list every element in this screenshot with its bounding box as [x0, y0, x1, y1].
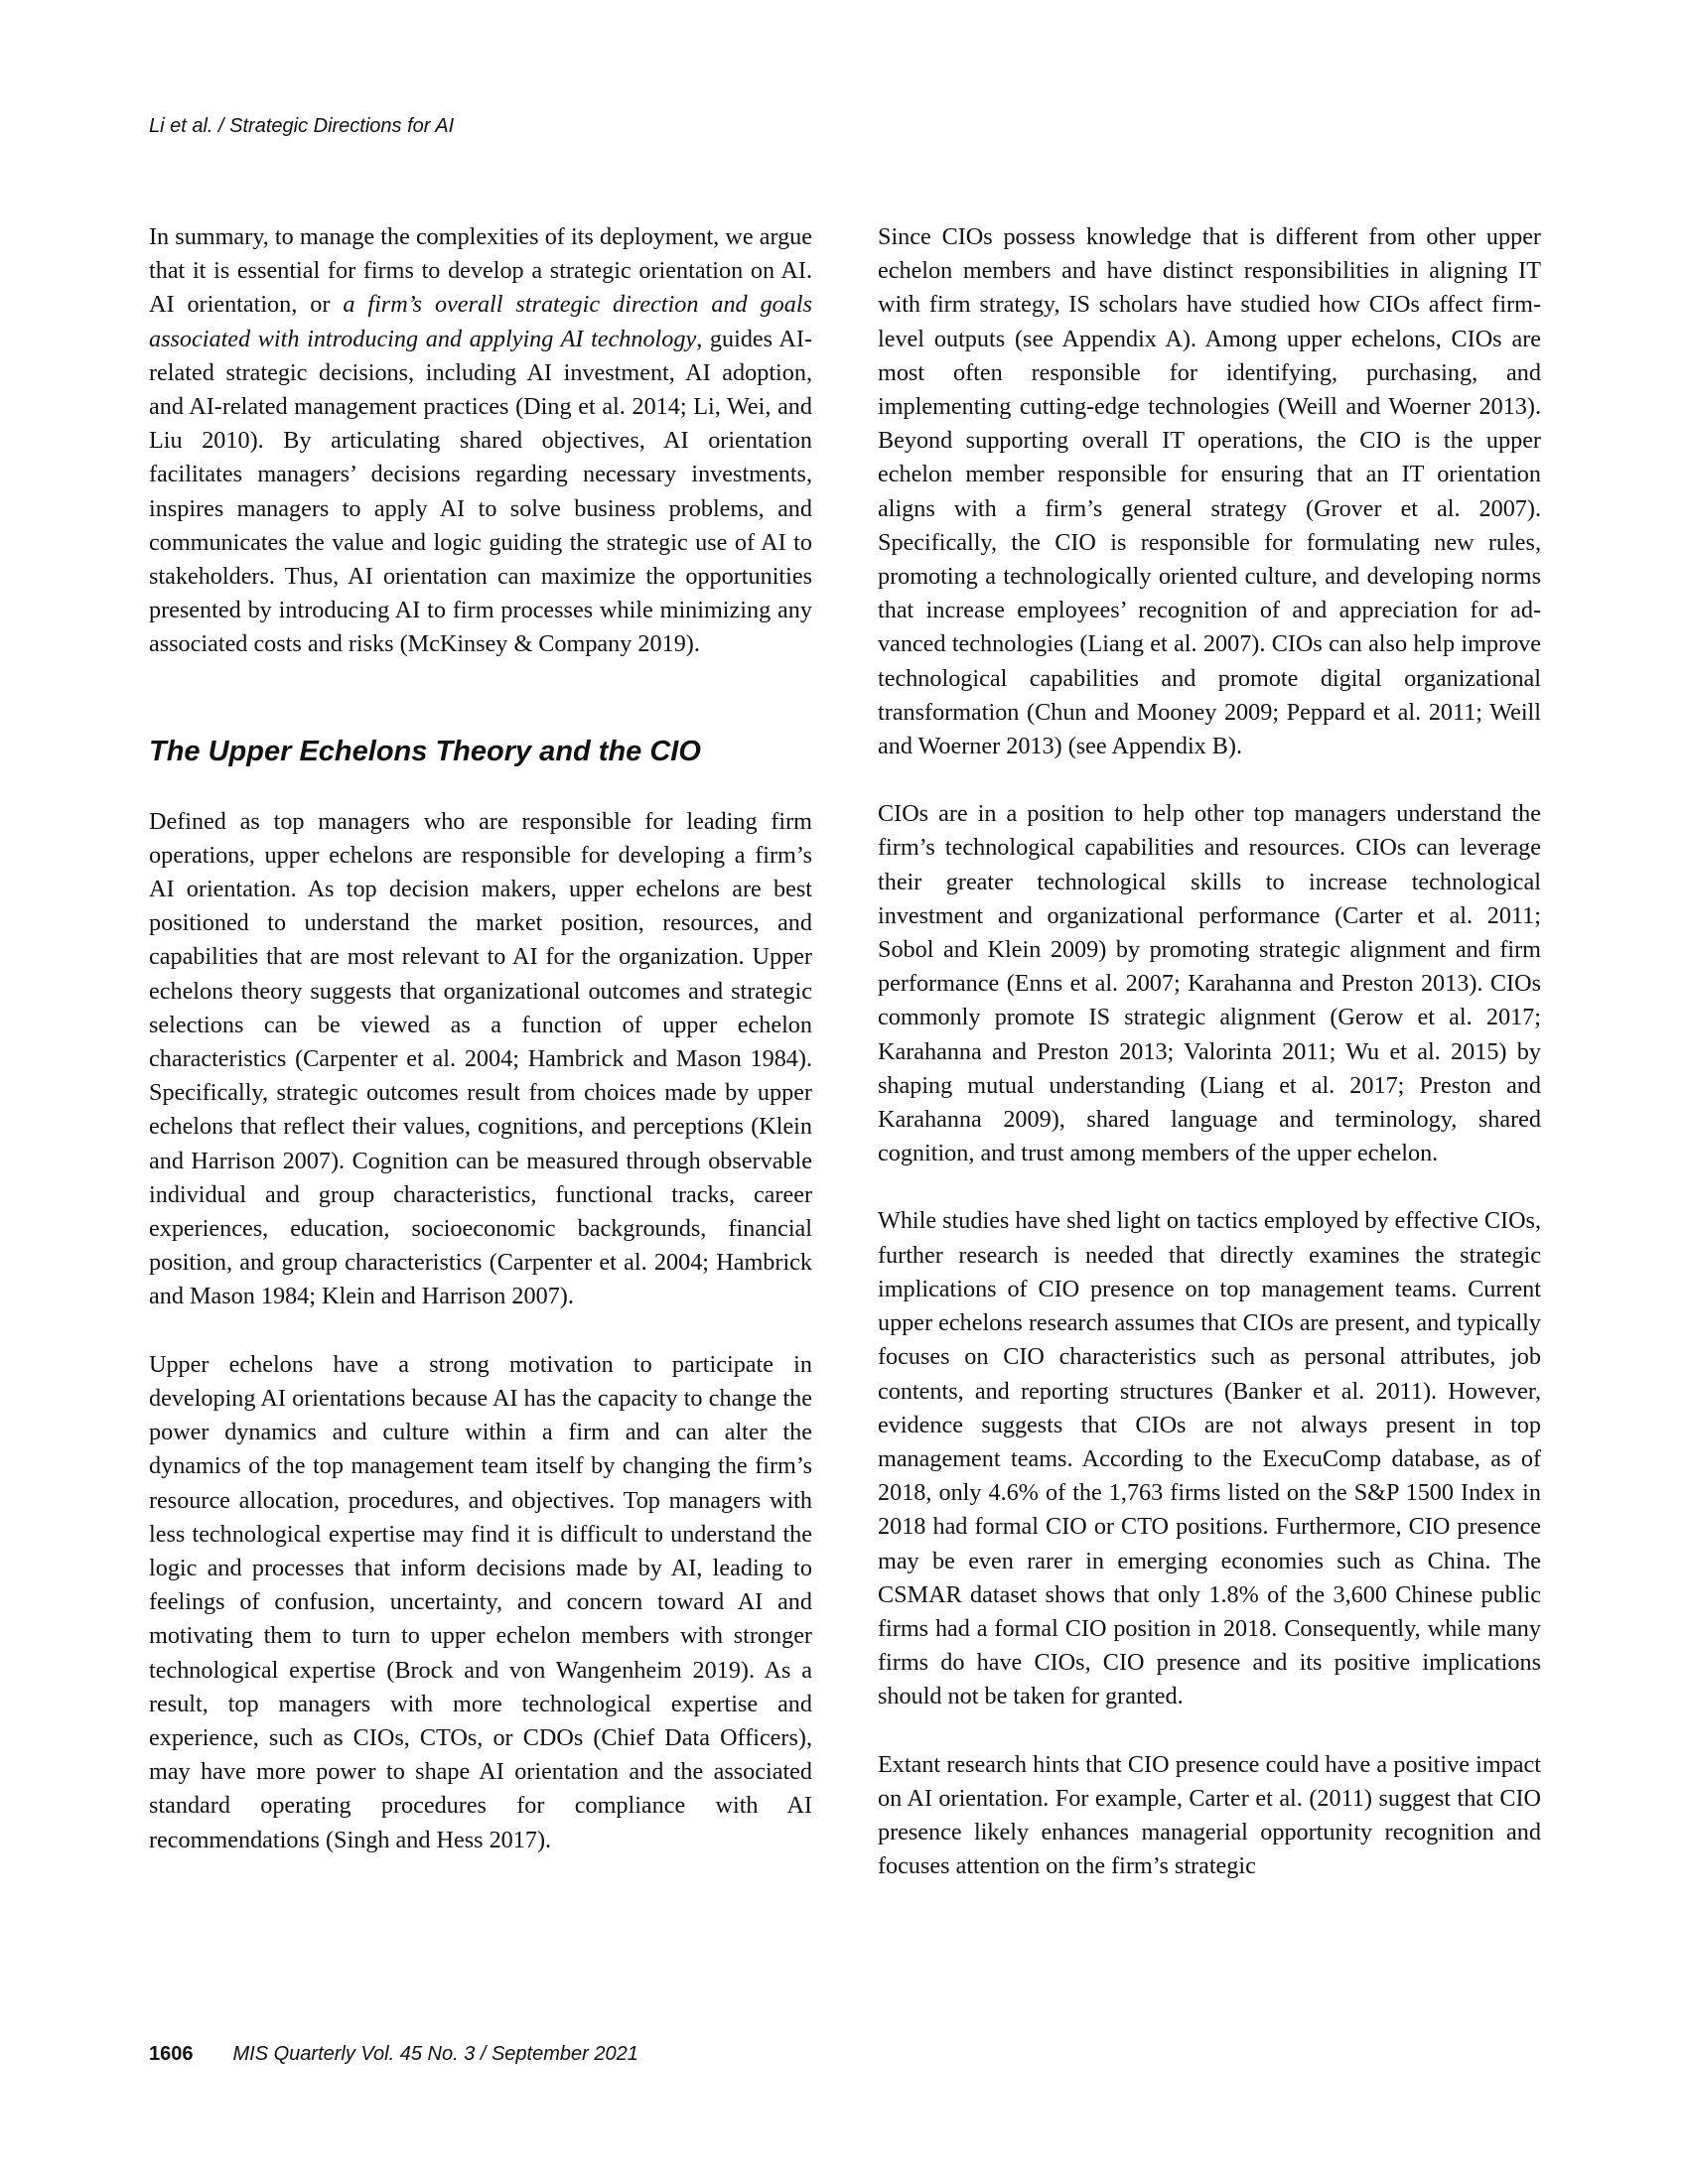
journal-citation: MIS Quarterly Vol. 45 No. 3 / September 2021 [232, 2043, 638, 2065]
left-paragraph-upper-echelons: Defined as top managers who are responsible for leading firm operations, upper echelons are responsible for developing a firm’s AI orientation. As top decision makers, upper echelons are best positioned to understand the market position, resources, and capabilities that are most relevant to AI for the organization. Upper echelons theory suggests that organizational outcomes and strategic selections can be viewed as a function of upper echelon characteristics (Carpenter et al. 2004; Hambrick and Mason 1984). Specifically, strategic outcomes result from choices made by upper echelons that reflect their values, cognitions, and perceptions (Klein and Harrison 2007). Cognition can be measured through observable individual and group characteristics, functional tracks, career experiences, education, socioeconomic backgrounds, financial position, and group characteristics (Carpenter et al. 2004; Hambrick and Mason 1984; Klein and Harrison 2007). [149, 807, 812, 1310]
right-paragraph-extant-research: Extant research hints that CIO presence could have a positive impact on AI orientation. For example, Carter et al. (2011) suggest that CIO presence likely enhances managerial opportunity recognition and focuses attention on the firm’s strategic [878, 1750, 1541, 1880]
right-column [878, 220, 1541, 1917]
summary-text-end: , guides AI-related strategic decisions, including AI investment, AI adoption, and AI-related management practices (Ding et al. 2014; Li, Wei, and Liu 2010). By articulating shared objectives, AI orientation facilitates managers’ decisions regarding necessary investments, inspires managers to apply AI to solve business problems, and communicates the value and logic guiding the strategic use of AI to stakeholders. Thus, AI orientation can maximize the opportunities presented by introducing AI to firm processes while minimizing any associated costs and risks (McKinsey & Company 2019). [149, 325, 812, 658]
section-heading: The Upper Echelons Theory and the CIO [149, 735, 701, 767]
running-head: Li et al. / Strategic Directions for AI [149, 115, 455, 137]
left-paragraph-summary [149, 220, 812, 662]
right-paragraph-cio-knowledge: Since CIOs possess knowledge that is different from other upper echelon members and have distinct responsibilities in aligning IT with firm strategy, IS scholars have studied how CIOs affect firm-level outputs (see Appendix A). Among upper echelons, CIOs are most often responsible for identifying, purchasing, and implementing cutting-edge technologies (Weill and Woerner 2013). Beyond supporting overall IT operations, the CIO is the upper echelon member responsible for ensuring that an IT orientation aligns with a firm’s general strategy (Grover et al. 2007). Specifically, the CIO is responsible for formulating new rules, promoting a technologically oriented culture, and developing norms that increase employees’ recognition of and appreciation for advanced technologies (Liang et al. 2007). CIOs can also help improve technological capabilities and promote digital organizational transformation (Chun and Mooney 2009; Peppard et al. 2011; Weill and Woerner 2013) (see Appendix B). [878, 223, 1541, 760]
summary-text-start: In summary, to manage the complexities of its deployment, we argue that it is essential for firms to develop a strategic orientation on AI. AI orientation, or [149, 223, 812, 319]
right-paragraph-cio-presence: While studies have shed light on tactics employed by effective CIOs, further research is needed that directly examines the strategic implications of CIO presence on top management teams. Current upper echelons research assumes that CIOs are present, and typically focuses on CIO characteristics such as personal attributes, job contents, and reporting structures (Banker et al. 2011). However, evidence suggests that CIOs are not always present in top management teams. According to the ExecuComp database, as of 2018, only 4.6% of the 1,763 firms listed on the S&P 1500 Index in 2018 had formal CIO or CTO positions. Furthermore, CIO presence may be even rarer in emerging economies such as China. The CSMAR dataset shows that only 1.8% of the 3,600 Chinese public firms had a formal CIO position in 2018. Consequently, while many firms do have CIOs, CIO presence and its positive implications should not be taken for granted. [878, 1207, 1541, 1710]
left-paragraph-motivation: Upper echelons have a strong motivation to participate in developing AI orientations because AI has the capacity to change the power dynamics and culture within a firm and can alter the dynamics of the top management team itself by changing the firm’s resource allocation, procedures, and objectives. Top managers with less technological expertise may find it is difficult to understand the logic and processes that inform decisions made by AI, leading to feelings of confusion, uncertainty, and concern toward AI and motivating them to turn to upper echelon members with stronger technological expertise (Brock and von Wangenheim 2019). As a result, top managers with more technological expertise and experience, such as CIOs, CTOs, or CDOs (Chief Data Officers), may have more power to shape AI orientation and the associated standard operating procedures for compliance with AI recommendations (Singh and Hess 2017). [149, 1350, 812, 1853]
right-paragraph-cio-position: CIOs are in a position to help other top managers understand the firm’s technological capabilities and resources. CIOs can leverage their greater technological skills to increase technological investment and organizational performance (Carter et al. 2011; Sobol and Klein 2009) by promoting strategic alignment and firm performance (Enns et al. 2007; Karahanna and Preston 2013). CIOs commonly promote IS strategic alignment (Gerow et al. 2017; Karahanna and Preston 2013; Valorinta 2011; Wu et al. 2015) by shaping mutual understanding (Liang et al. 2017; Preston and Karahanna 2009), shared language and terminology, shared cognition, and trust among members of the upper echelon. [878, 800, 1541, 1167]
left-column [149, 220, 812, 1891]
page-number: 1606 [149, 2043, 194, 2065]
page-footer [149, 2043, 638, 2066]
ai-orientation-definition: a firm’s overall strategic direction and goals associated with introducing and applying AI technology [149, 291, 813, 352]
